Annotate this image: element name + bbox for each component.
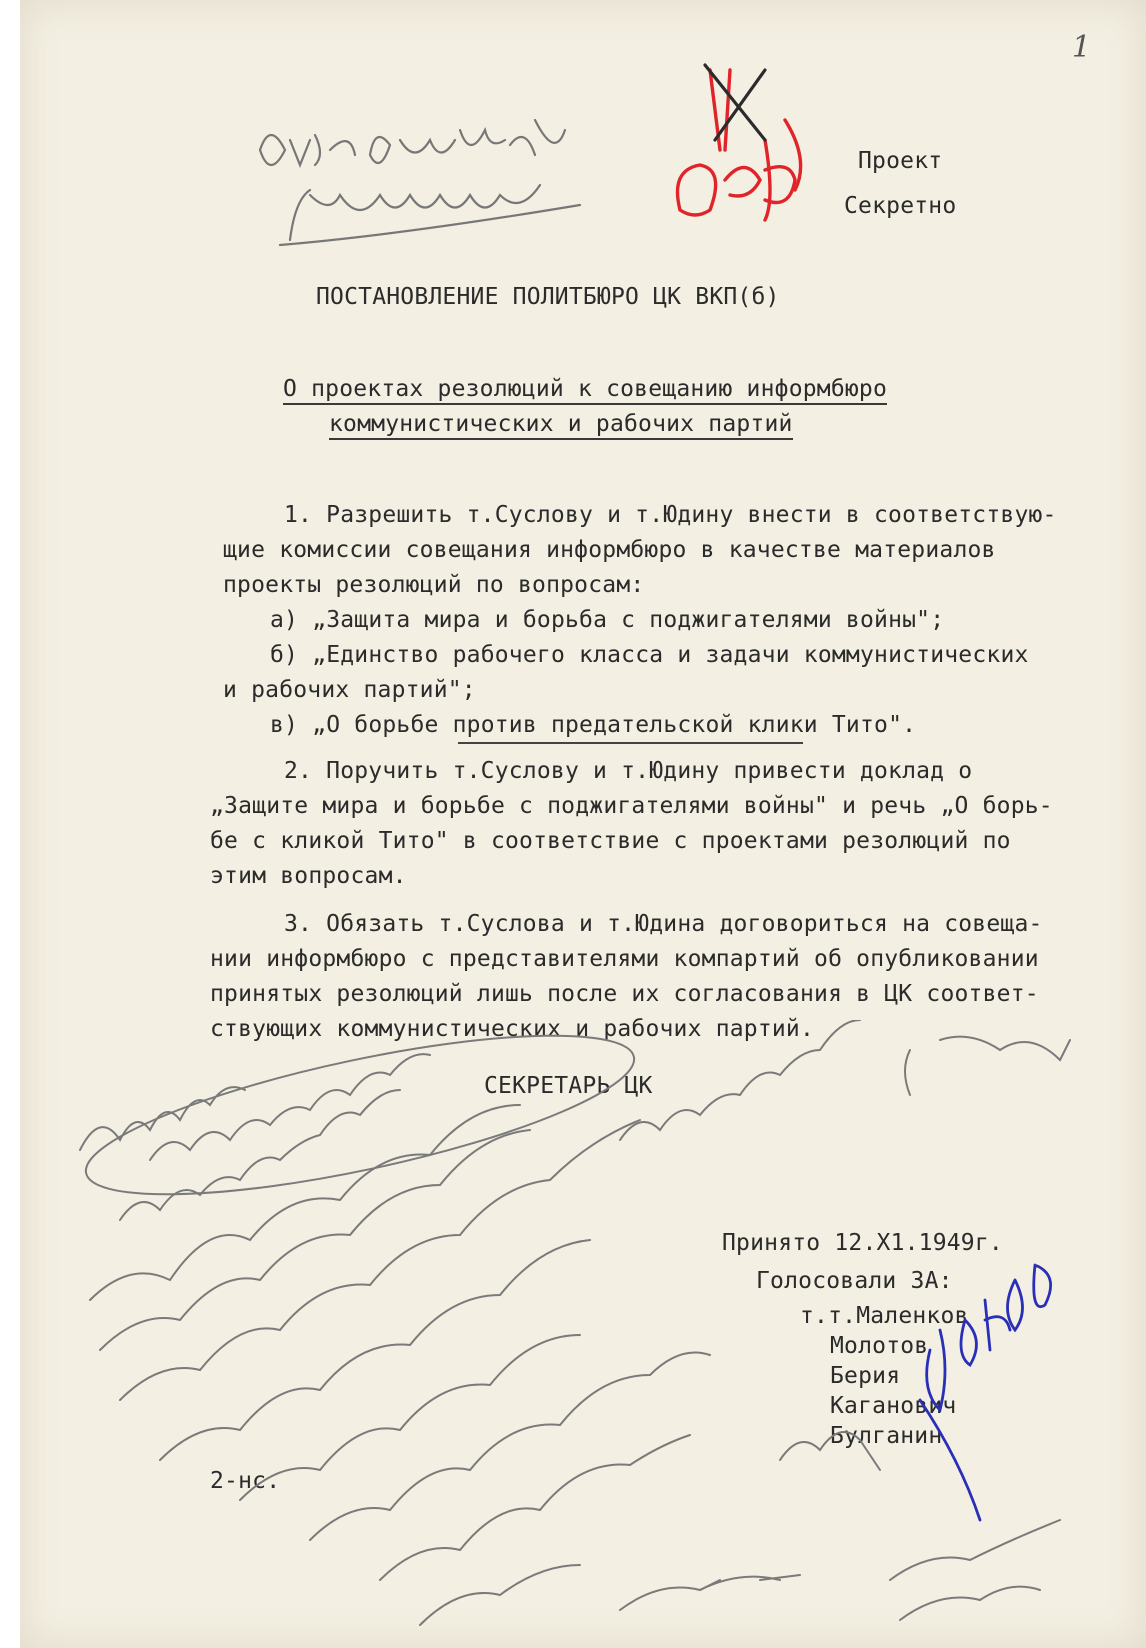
secret-label: Секретно (844, 193, 957, 219)
draft-label: Проект (858, 148, 943, 174)
adopted-date: Принято 12.Х1.1949г. (722, 1230, 1003, 1256)
voted-label: Голосовали ЗА: (756, 1268, 953, 1294)
paragraph-3-line-2: нии информбюро с представителями компартий об опубликовании (210, 946, 1039, 972)
paragraph-1-item-c: в) „О борьбе против предательской клики Тито". (270, 712, 917, 738)
underline-mark (458, 742, 803, 744)
voter-1: т.т.Маленков (800, 1303, 969, 1329)
document-title: ПОСТАНОВЛЕНИЕ ПОЛИТБЮРО ЦК ВКП(б) (316, 284, 780, 310)
reference-code: 2-нс. (210, 1468, 281, 1494)
page-number: 1 (1071, 30, 1091, 65)
scan-edge (0, 0, 20, 1648)
paragraph-1-item-b-line-2: и рабочих партий"; (223, 677, 476, 703)
paragraph-1-line-2: щие комиссии совещания информбюро в качестве материалов (223, 537, 996, 563)
paragraph-3-line-3: принятых резолюций лишь после их согласования в ЦК соответ- (210, 981, 1039, 1007)
secretary-label: СЕКРЕТАРЬ ЦК (484, 1073, 653, 1099)
paragraph-2-line-1: 2. Поручить т.Суслову и т.Юдину привести доклад о (284, 758, 973, 784)
paragraph-3-line-4: ствующих коммунистических и рабочих партий. (210, 1016, 815, 1042)
paragraph-1-line-1: 1. Разрешить т.Суслову и т.Юдину внести в соответствую- (284, 502, 1057, 528)
paragraph-1-line-3: проекты резолюций по вопросам: (223, 572, 645, 598)
voter-5: Булганин (830, 1423, 943, 1449)
paragraph-2-line-2: „Защите мира и борьбе с поджигателями войны" и речь „О борь- (210, 793, 1053, 819)
voter-4: Каганович (830, 1393, 957, 1419)
paragraph-1-item-b-line-1: б) „Единство рабочего класса и задачи коммунистических (270, 642, 1029, 668)
paragraph-3-line-1: 3. Обязать т.Суслова и т.Юдина договориться на совеща- (284, 911, 1043, 937)
pencil-note-top-left (250, 110, 630, 260)
voter-2: Молотов (830, 1333, 929, 1359)
paragraph-1-item-a: а) „Защита мира и борьба с поджигателями войны"; (270, 607, 945, 633)
paragraph-2-line-4: этим вопросам. (210, 863, 407, 889)
red-ink-mark (670, 60, 820, 230)
voter-3: Берия (830, 1363, 901, 1389)
pencil-annotations-lower (60, 1020, 1120, 1645)
subtitle-line-2: коммунистических и рабочих партий (329, 411, 793, 440)
paragraph-2-line-3: бе с кликой Тито" в соответствие с проектами резолюций по (210, 828, 1011, 854)
subtitle-line-1: О проектах резолюций к совещанию информбюро (283, 376, 887, 405)
